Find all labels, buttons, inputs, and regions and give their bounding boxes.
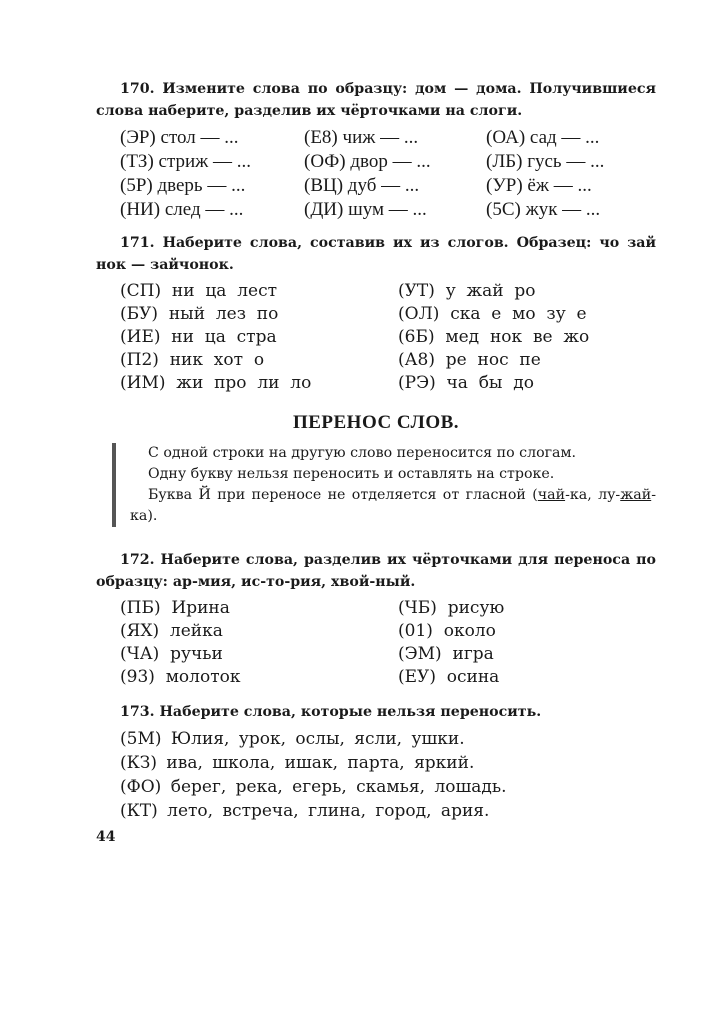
grid-cell: (Е8) чиж — ... — [304, 127, 419, 148]
task-170-heading — [96, 78, 656, 122]
grid-cell: (ОФ) двор — ... — [304, 151, 431, 172]
grid-cell: (5Р) дверь — ... — [120, 175, 246, 196]
task-173-heading — [96, 701, 656, 723]
grid-cell: (УТ) у жай ро — [398, 281, 536, 301]
grid-cell: (ЯХ) лейка — [120, 621, 223, 641]
task-172-grid — [96, 597, 656, 689]
task-170-text: Измените слова по образцу: дом — дома. Получившиеся слова наберите, разделив их чёрточками на слоги. — [96, 81, 656, 119]
grid-cell: (ЧБ) рисую — [398, 598, 505, 618]
task-172-text: Наберите слова, разделив их чёрточками для переноса по образцу: ар-мия, ис-то-рия, хвой-ный. — [96, 552, 656, 590]
grid-cell: (БУ) ный лез по — [120, 304, 279, 324]
grid-cell: (НИ) след — ... — [120, 199, 244, 220]
grid-cell: (УР) ёж — ... — [486, 175, 592, 196]
grid-cell: (ЧА) ручьи — [120, 644, 223, 664]
grid-cell: (ЕУ) осина — [398, 667, 500, 687]
grid-cell: (А8) ре нос пе — [398, 350, 541, 370]
rule-box — [112, 443, 656, 527]
rule-1: С одной строки на другую слово переносится по слогам. — [148, 445, 577, 461]
grid-cell: (ОА) сад — ... — [486, 127, 600, 148]
grid-cell: (СП) ни ца лест — [120, 281, 278, 301]
grid-cell: (ВЦ) дуб — ... — [304, 175, 420, 196]
list-item: (КЗ) ива, школа, ишак, парта, яркий. — [120, 753, 475, 773]
rule-3-part: -ка). — [130, 487, 656, 524]
task-171-number: 171. — [120, 235, 155, 251]
section-title: ПЕРЕНОС СЛОВ. — [292, 412, 460, 433]
grid-cell: (ОЛ) ска е мо зу е — [398, 304, 587, 324]
grid-cell: (93) молоток — [120, 667, 241, 687]
grid-cell: (ЭР) стол — ... — [120, 127, 239, 148]
task-173-number: 173. — [120, 704, 155, 720]
grid-cell: (5С) жук — ... — [486, 199, 601, 220]
grid-cell: (01) около — [398, 621, 496, 641]
task-173-list — [96, 727, 656, 823]
task-171-text: Наберите слова, составив их из слогов. Образец: чо зай нок — зайчонок. — [96, 235, 656, 273]
grid-cell: (ИМ) жи про ли ло — [120, 373, 312, 393]
rule-3-part: -ка, лу- — [565, 487, 621, 503]
grid-cell: (ДИ) шум — ... — [304, 199, 427, 220]
grid-cell: (ЛБ) гусь — ... — [486, 151, 605, 172]
grid-cell: (П2) ник хот о — [120, 350, 265, 370]
grid-cell: (ЭМ) игра — [398, 644, 494, 664]
page-content — [96, 78, 656, 823]
grid-cell: (ТЗ) стриж — ... — [120, 151, 252, 172]
rule-3 — [130, 485, 656, 527]
grid-cell: (РЭ) ча бы до — [398, 373, 534, 393]
rule-3-underlined: жай — [620, 487, 652, 503]
list-item: (КТ) лето, встреча, глина, город, ария. — [120, 801, 490, 821]
rule-3-underlined: чай — [537, 487, 566, 503]
task-170-grid — [96, 126, 656, 222]
task-173-text: Наберите слова, которые нельзя переносить. — [159, 704, 542, 720]
rule-3-part: Буква Й при переносе не отделяется от гласной ( — [148, 487, 538, 503]
task-172-number: 172. — [120, 552, 155, 568]
task-171-heading — [96, 232, 656, 276]
grid-cell: (6Б) мед нок ве жо — [398, 327, 590, 347]
grid-cell: (ИЕ) ни ца стра — [120, 327, 277, 347]
task-170-number: 170. — [120, 81, 155, 97]
page-number: 44 — [96, 829, 116, 845]
list-item: (ФО) берег, река, егерь, скамья, лошадь. — [120, 777, 507, 797]
rule-2: Одну букву нельзя переносить и оставлять на строке. — [148, 466, 555, 482]
task-172-heading — [96, 549, 656, 593]
task-171-grid — [96, 280, 656, 395]
grid-cell: (ПБ) Ирина — [120, 598, 230, 618]
list-item: (5М) Юлия, урок, ослы, ясли, ушки. — [120, 729, 465, 749]
